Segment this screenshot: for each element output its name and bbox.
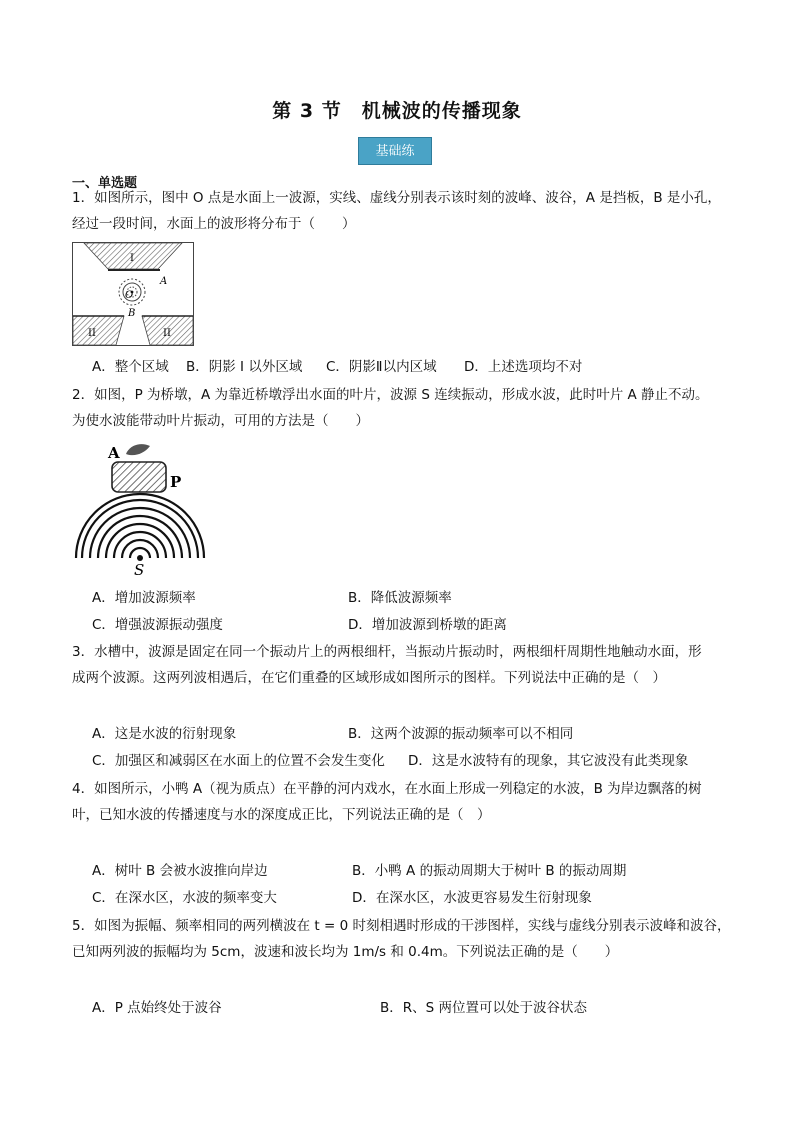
pier-shape [112,462,166,492]
q2-option-c[interactable]: C．增强波源振动强度 [92,617,223,633]
q1-option-d[interactable]: D．上述选项均不对 [464,359,583,375]
section-heading: 一、单选题 [72,176,138,191]
question-3-line-2: 成两个波源。这两列波相遇后，在它们重叠的区域形成如图所示的图样。下列说法中正确的是（ ） [72,670,666,686]
question-3-line-1: 3．水槽中，波源是固定在同一个振动片上的两根细杆，当振动片振动时，两根细杆周期性地触动水面，形 [72,644,702,660]
leaf-icon [126,444,150,455]
q2-option-d[interactable]: D．增加波源到桥墩的距离 [348,617,507,633]
q1-option-c[interactable]: C．阴影Ⅱ以内区域 [326,359,437,375]
q3-option-b[interactable]: B．这两个波源的振动频率可以不相同 [348,726,574,742]
question-4-line-1: 4．如图所示，小鸭 A（视为质点）在平静的河内戏水，在水面上形成一列稳定的水波，B 为岸边飘落的树 [72,781,702,797]
question-2-figure [72,438,212,578]
question-1-figure [72,242,194,346]
region-1-label: I [130,253,134,264]
q5-option-b[interactable]: B．R、S 两位置可以处于波谷状态 [380,1000,588,1016]
q2-option-a[interactable]: A．增加波源频率 [92,590,196,606]
page-title: 第 3 节 机械波的传播现象 [272,100,522,122]
q4-option-d[interactable]: D．在深水区，水波更容易发生衍射现象 [352,890,592,906]
q4-option-a[interactable]: A．树叶 B 会被水波推向岸边 [92,863,268,879]
pier-p-label: P [170,473,182,491]
leaf-a-label: A [108,444,120,462]
q5-option-a[interactable]: A．P 点始终处于波谷 [92,1000,222,1016]
q1-option-a[interactable]: A．整个区域 [92,359,169,375]
plate-a-label: A [160,276,168,287]
q4-option-c[interactable]: C．在深水区，水波的频率变大 [92,890,277,906]
question-5-line-2: 已知两列波的振幅均为 5cm，波速和波长均为 1m/s 和 0.4m。下列说法正确的是（ ） [72,944,619,960]
hole-b-label: B [128,308,136,319]
q3-option-d[interactable]: D．这是水波特有的现象，其它波没有此类现象 [408,753,689,769]
q2-option-b[interactable]: B．降低波源频率 [348,590,452,606]
section-badge: 基础练 [358,137,432,165]
source-o-label: O [125,290,134,301]
question-5-line-1: 5．如图为振幅、频率相同的两列横波在 t = 0 时刻相遇时形成的干涉图样，实线与虚线分别表示波峰和波谷， [72,918,731,934]
question-4-line-2: 叶，已知水波的传播速度与水的深度成正比，下列说法正确的是（ ） [72,807,491,823]
question-2-line-2: 为使水波能带动叶片振动，可用的方法是（ ） [72,413,369,429]
source-s-label: S [134,561,145,578]
region-2-left-label: II [88,328,96,339]
question-1-line-1: 1．如图所示，图中 O 点是水面上一波源，实线、虚线分别表示该时刻的波峰、波谷，A 是挡板，B 是小孔， [72,190,721,206]
q4-option-b[interactable]: B．小鸭 A 的振动周期大于树叶 B 的振动周期 [352,863,627,879]
region-2-right-label: II [163,328,171,339]
q1-option-b[interactable]: B．阴影 I 以外区域 [186,359,303,375]
question-2-line-1: 2．如图，P 为桥墩，A 为靠近桥墩浮出水面的叶片，波源 S 连续振动，形成水波，此时叶片 A 静止不动。 [72,387,709,403]
question-1-line-2: 经过一段时间，水面上的波形将分布于（ ） [72,216,356,232]
q3-option-c[interactable]: C．加强区和减弱区在水面上的位置不会发生变化 [92,753,385,769]
q3-option-a[interactable]: A．这是水波的衍射现象 [92,726,237,742]
